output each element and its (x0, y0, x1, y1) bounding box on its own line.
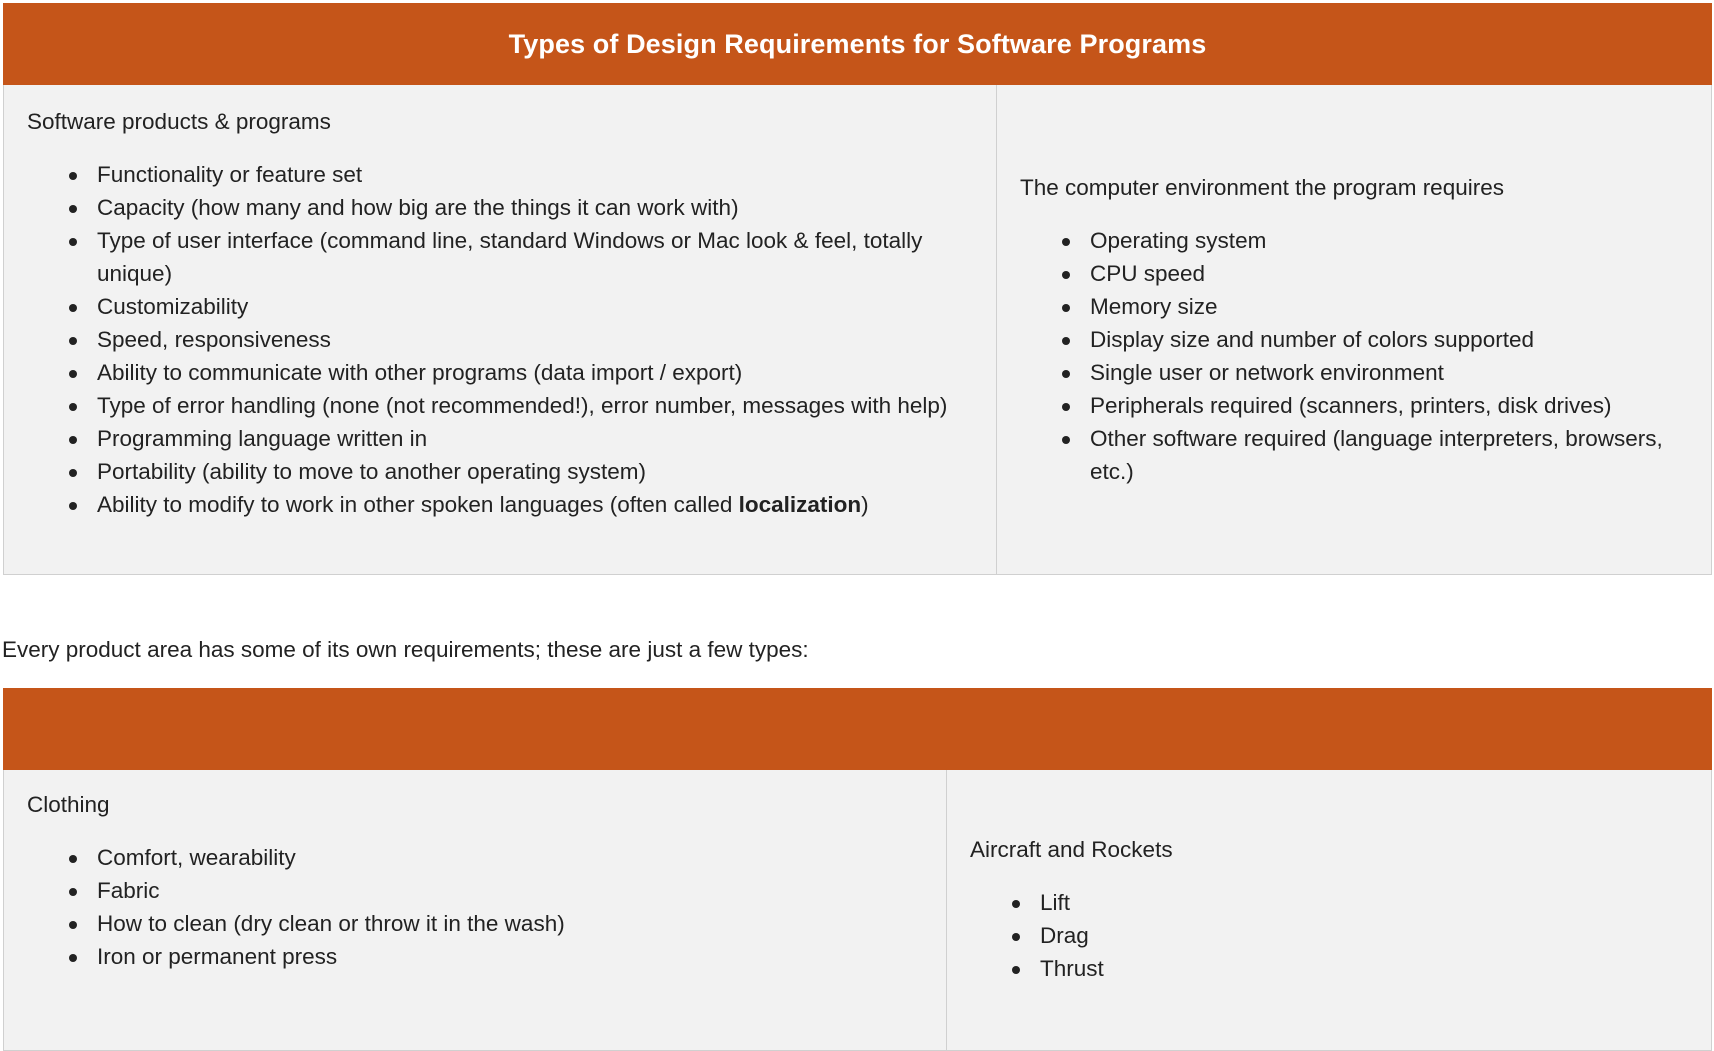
intro-paragraph: Every product area has some of its own requirements; these are just a few types: (2, 637, 809, 662)
list-item: Fabric (97, 874, 924, 907)
list-item: Peripherals required (scanners, printers, disk drives) (1090, 389, 1689, 422)
list-item: CPU speed (1090, 257, 1689, 290)
list-item: Thrust (1040, 952, 1689, 985)
clothing-heading: Clothing (27, 792, 110, 817)
localization-suffix: ) (861, 492, 869, 517)
list-item: Operating system (1090, 224, 1689, 257)
clothing-cell (4, 770, 947, 1051)
list-item: Type of error handling (none (not recommended!), error number, messages with help) (97, 389, 974, 422)
software-products-heading: Software products & programs (27, 109, 331, 134)
aircraft-cell (947, 770, 1712, 1051)
list-item: Functionality or feature set (97, 158, 974, 191)
software-products-list (27, 158, 974, 521)
list-item: Memory size (1090, 290, 1689, 323)
list-item: Portability (ability to move to another operating system) (97, 455, 974, 488)
list-item: Iron or permanent press (97, 940, 924, 973)
list-item: Other software required (language interpreters, browsers, etc.) (1090, 422, 1689, 488)
software-table-title: Types of Design Requirements for Software Programs (4, 4, 1712, 85)
aircraft-list (970, 886, 1689, 985)
list-item: Programming language written in (97, 422, 974, 455)
aircraft-heading: Aircraft and Rockets (970, 837, 1173, 862)
list-item: Display size and number of colors supported (1090, 323, 1689, 356)
localization-prefix: Ability to modify to work in other spoken languages (often called (97, 492, 739, 517)
list-item: Ability to communicate with other programs (data import / export) (97, 356, 974, 389)
computer-environment-cell (997, 85, 1712, 575)
page (3, 3, 1711, 1051)
clothing-list (27, 841, 924, 973)
list-item: Drag (1040, 919, 1689, 952)
software-requirements-table (3, 3, 1712, 575)
software-products-cell (4, 85, 997, 575)
computer-environment-list (1020, 224, 1689, 488)
list-item: Capacity (how many and how big are the things it can work with) (97, 191, 974, 224)
list-item: Lift (1040, 886, 1689, 919)
product-requirements-table (3, 688, 1712, 1051)
list-item: Single user or network environment (1090, 356, 1689, 389)
localization-term: localization (738, 492, 862, 517)
list-item: Customizability (97, 290, 974, 323)
list-item: Type of user interface (command line, standard Windows or Mac look & feel, totally unique) (97, 224, 974, 290)
computer-environment-heading: The computer environment the program requires (1020, 175, 1504, 200)
list-item: Speed, responsiveness (97, 323, 974, 356)
product-table-header (4, 689, 1712, 770)
list-item: How to clean (dry clean or throw it in the wash) (97, 907, 924, 940)
list-item-localization (97, 488, 974, 521)
list-item: Comfort, wearability (97, 841, 924, 874)
